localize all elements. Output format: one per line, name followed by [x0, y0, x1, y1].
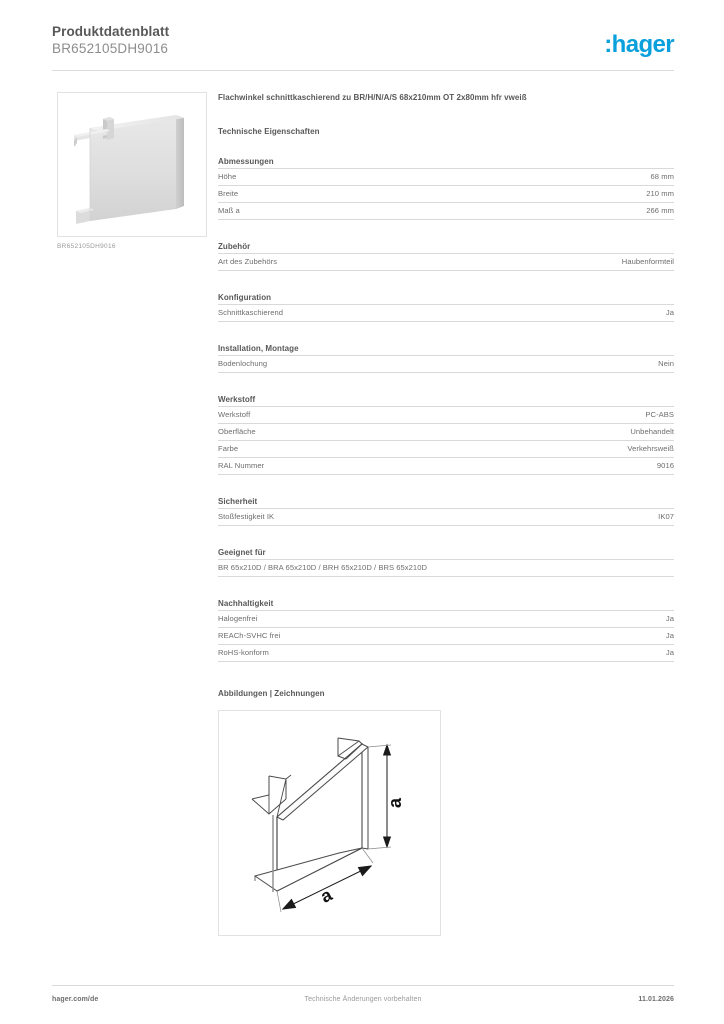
property-rows: [218, 407, 674, 475]
property-value: Unbehandelt: [630, 427, 674, 436]
technical-drawing-svg: [219, 711, 440, 935]
property-group: [218, 395, 674, 475]
properties-groups: [218, 157, 674, 662]
property-value: Ja: [665, 648, 674, 657]
property-group: [218, 548, 674, 577]
property-key: Oberfläche: [218, 427, 256, 436]
table-row: [218, 441, 674, 458]
property-value: Nein: [658, 359, 674, 368]
main-content: [218, 92, 674, 936]
table-row: [218, 560, 674, 577]
property-value: 9016: [656, 461, 674, 470]
property-group: [218, 599, 674, 662]
property-group-title: Konfiguration: [218, 293, 674, 305]
table-row: [218, 169, 674, 186]
property-value: 266 mm: [646, 206, 674, 215]
property-value: 68 mm: [650, 172, 674, 181]
property-group-title: Abmessungen: [218, 157, 674, 169]
property-key: Farbe: [218, 444, 239, 453]
table-row: [218, 509, 674, 526]
property-value: Ja: [665, 614, 674, 623]
property-key: REACh-SVHC frei: [218, 631, 281, 640]
property-rows: [218, 611, 674, 662]
property-key: Höhe: [218, 172, 237, 181]
property-key: BR 65x210D / BRA 65x210D / BRH 65x210D / BRS 65x210D: [218, 563, 428, 572]
dimension-label-vertical-a: a: [385, 797, 405, 809]
property-rows: [218, 169, 674, 220]
property-value: Haubenformteil: [621, 257, 674, 266]
property-value: PC-ABS: [645, 410, 674, 419]
page-footer: [52, 996, 674, 1010]
property-value: Ja: [665, 631, 674, 640]
footer-divider: [52, 985, 674, 986]
property-value: 210 mm: [646, 189, 674, 198]
property-group: [218, 293, 674, 322]
technical-properties-heading: Technische Eigenschaften: [218, 127, 320, 136]
property-group-title: Zubehör: [218, 242, 674, 254]
property-value: Ja: [665, 308, 674, 317]
table-row: [218, 458, 674, 475]
property-key: RoHS-konform: [218, 648, 269, 657]
property-group-title: Installation, Montage: [218, 344, 674, 356]
table-row: [218, 356, 674, 373]
property-key: Halogenfrei: [218, 614, 258, 623]
table-row: [218, 645, 674, 662]
product-code-subtitle: BR652105DH9016: [52, 41, 169, 56]
property-value: IK07: [658, 512, 674, 521]
table-row: [218, 407, 674, 424]
table-row: [218, 203, 674, 220]
property-rows: [218, 305, 674, 322]
table-row: [218, 254, 674, 271]
page-title: Produktdatenblatt: [52, 24, 170, 39]
product-photo-caption: BR652105DH9016: [57, 243, 116, 250]
table-row: [218, 424, 674, 441]
property-key: Stoßfestigkeit IK: [218, 512, 275, 521]
drawings-heading: Abbildungen | Zeichnungen: [218, 689, 325, 698]
header-divider: [52, 70, 674, 71]
footer-disclaimer: Technische Änderungen vorbehalten: [304, 996, 422, 1003]
table-row: [218, 611, 674, 628]
property-key: Breite: [218, 189, 239, 198]
property-rows: [218, 509, 674, 526]
property-key: Schnittkaschierend: [218, 308, 284, 317]
property-rows: [218, 356, 674, 373]
product-photo: [57, 92, 207, 237]
property-key: Werkstoff: [218, 410, 251, 419]
property-group: [218, 497, 674, 526]
property-key: RAL Nummer: [218, 461, 265, 470]
dimension-label-horizontal-a: a: [317, 884, 336, 907]
footer-date: 11.01.2026: [638, 996, 674, 1003]
property-rows: [218, 560, 674, 577]
product-photo-image: [58, 93, 206, 236]
property-group: [218, 157, 674, 220]
table-row: [218, 186, 674, 203]
hager-logo: :hager: [604, 31, 674, 58]
property-key: Bodenlochung: [218, 359, 268, 368]
property-group-title: Sicherheit: [218, 497, 674, 509]
page-header: [52, 24, 674, 72]
property-group: [218, 344, 674, 373]
technical-drawing: [218, 710, 441, 936]
property-value: Verkehrsweiß: [627, 444, 674, 453]
table-row: [218, 305, 674, 322]
property-key: Art des Zubehörs: [218, 257, 278, 266]
product-description: Flachwinkel schnittkaschierend zu BR/H/N/A/S 68x210mm OT 2x80mm hfr vweiß: [218, 93, 527, 102]
property-key: Maß a: [218, 206, 240, 215]
table-row: [218, 628, 674, 645]
footer-website-link[interactable]: hager.com/de: [52, 996, 99, 1003]
property-group-title: Nachhaltigkeit: [218, 599, 674, 611]
property-group: [218, 242, 674, 271]
title-block: [52, 24, 169, 57]
property-group-title: Werkstoff: [218, 395, 674, 407]
property-group-title: Geeignet für: [218, 548, 674, 560]
property-rows: [218, 254, 674, 271]
